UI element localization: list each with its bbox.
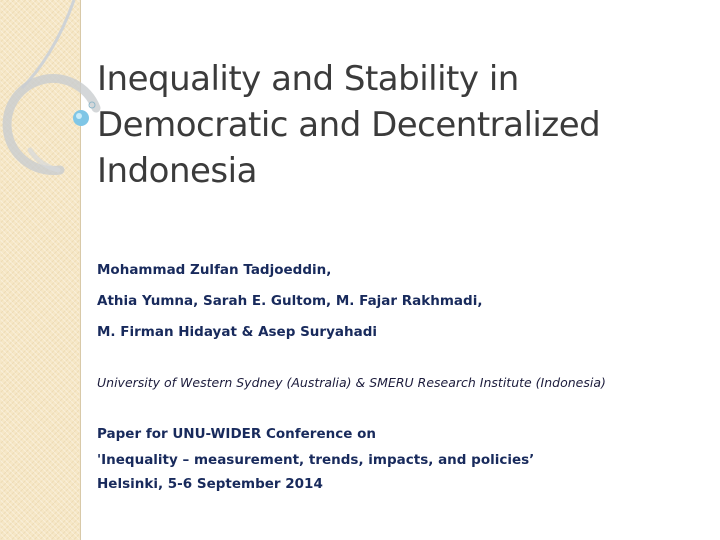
- slide-title: [97, 56, 697, 194]
- title-line-1: Inequality and Stability in: [97, 59, 519, 99]
- author-line-3: M. Firman Hidayat & Asep Suryahadi: [97, 324, 377, 340]
- affiliation: University of Western Sydney (Australia) & SMERU Research Institute (Indonesia): [97, 375, 606, 390]
- orb-highlight: [76, 113, 82, 119]
- author-line-2: Athia Yumna, Sarah E. Gultom, M. Fajar Rakhmadi,: [97, 293, 483, 309]
- paper-line-1: Paper for UNU-WIDER Conference on: [97, 426, 376, 442]
- title-line-2: Democratic and Decentralized: [97, 105, 601, 145]
- author-line-1: Mohammad Zulfan Tadjoeddin,: [97, 262, 332, 278]
- paper-line-3: Helsinki, 5-6 September 2014: [97, 476, 323, 492]
- title-line-3: Indonesia: [97, 151, 257, 191]
- paper-line-2: 'Inequality – measurement, trends, impacts, and policies’: [97, 452, 535, 468]
